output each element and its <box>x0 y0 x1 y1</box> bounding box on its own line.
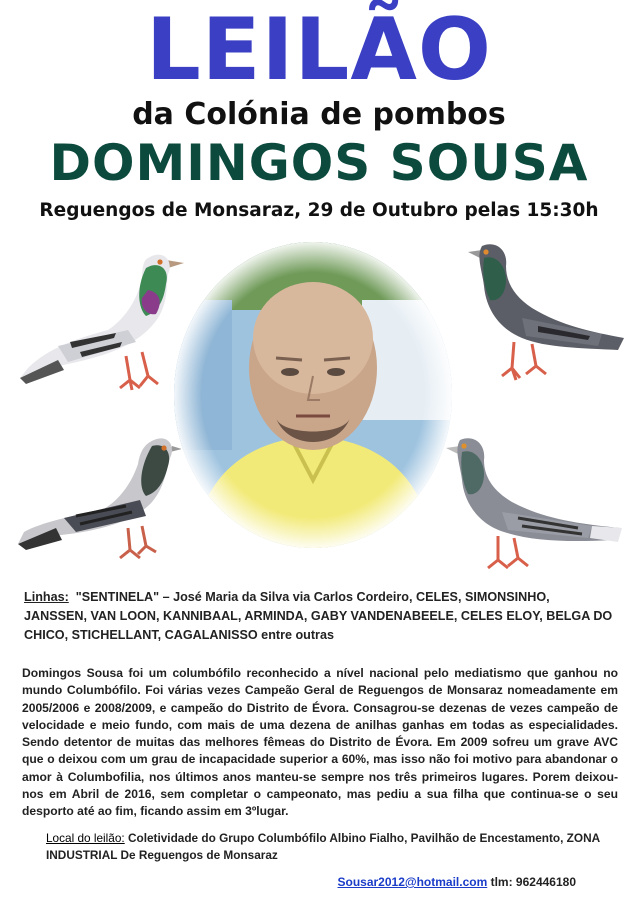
breeder-name: DOMINGOS SOUSA <box>49 134 589 192</box>
poster-subtitle: da Colónia de pombos <box>132 97 506 132</box>
contact-info <box>338 874 577 890</box>
breeder-biography: Domingos Sousa foi um columbófilo reconhecido a nível nacional pelo mediatismo que ganhou no mundo Columbófilo. Foi várias vezes Campeão Geral de Reguengos de Monsaraz nomeadamente em 2005/2006 e 2008/2009, e campeão do Distrito de Évora. Consagrou-se dezenas de vezes campeão de velocidade e meio fundo, com mais de uma dezena de anilhas ganhas em todas as especialidades. Sendo detentor de muitas das melhores fêmeas do Distrito de Évora. Em 2009 sofreu um grave AVC que o deixou com um grau de incapacidade superior a 60%, mas isso não foi motivo para abandonar o amor à Columbofilia, nos últimos anos manteu-se sempre nos três primeiros lugares. Porem deixou-nos em Abril de 2016, sem completar o campeonato, mas pediu a sua filha que continua-se o seu desporto até ao fim, ficando assim em 3ºlugar. <box>22 666 618 819</box>
poster-title: LEILÃO <box>145 0 492 100</box>
breeder-portrait-image <box>172 240 454 550</box>
event-date-location: Reguengos de Monsaraz, 29 de Outubro pelas 15:30h <box>39 200 599 221</box>
pigeon-top-left-image <box>18 238 188 398</box>
contact-email-link[interactable]: Sousar2012@hotmail.com <box>337 875 488 889</box>
venue-label: Local do leilão: <box>46 831 125 845</box>
bloodlines-text: "SENTINELA" – José Maria da Silva via Carlos Cordeiro, CELES, SIMONSINHO, JANSSEN, VAN LOON, KANNIBAAL, ARMINDA, GABY VANDENABEELE, CELES ELOY, BELGA DO CHICO, STICHELLANT, CAGALANISSO entre outras <box>24 590 613 642</box>
venue-address: Coletividade do Grupo Columbófilo Albino Fialho, Pavilhão de Encestamento, ZONA INDUSTRIAL De Reguengos de Monsaraz <box>46 831 600 862</box>
auction-venue <box>46 830 616 864</box>
contact-phone: tlm: 962446180 <box>487 875 576 889</box>
pigeon-top-right-image <box>462 238 627 388</box>
pigeon-bottom-right-image <box>442 430 624 578</box>
bloodlines-section <box>24 588 616 645</box>
bloodlines-label: Linhas: <box>24 590 69 604</box>
pigeon-bottom-left-image <box>16 432 181 572</box>
